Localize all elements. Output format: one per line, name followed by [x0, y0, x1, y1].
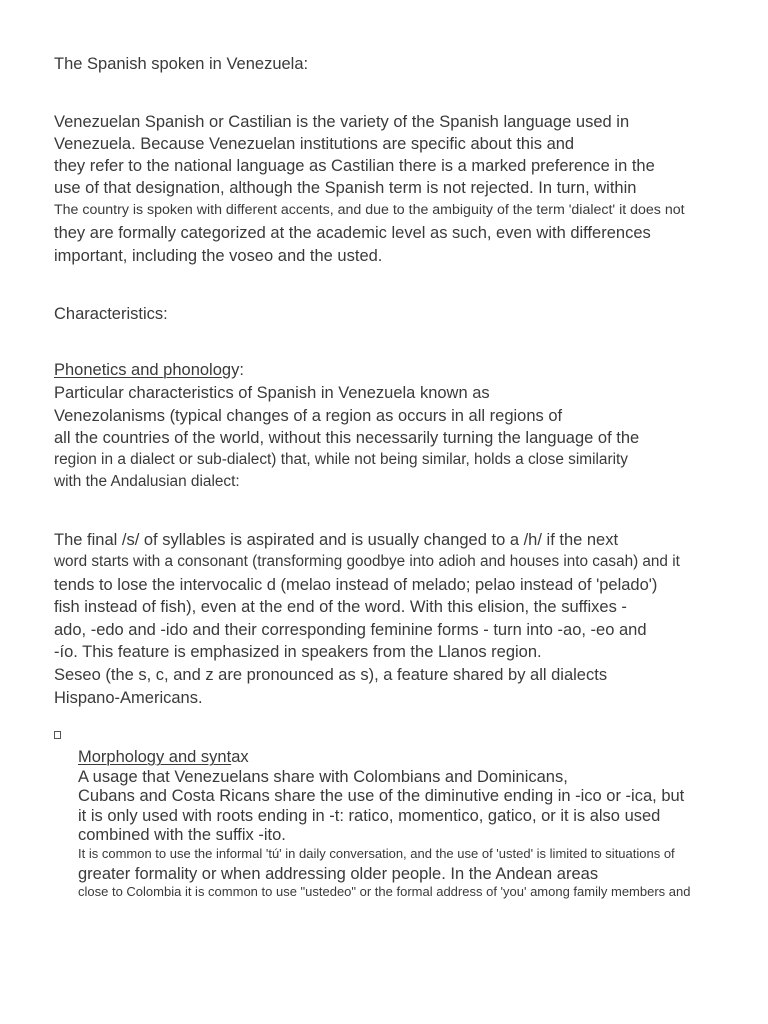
paragraph-line: Venezuela. Because Venezuelan institutions are specific about this and	[54, 135, 575, 153]
paragraph-line: close to Colombia it is common to use "ustedeo" or the formal address of 'you' among family members and	[78, 884, 691, 899]
paragraph-line: tends to lose the intervocalic d (melao instead of melado; pelao instead of 'pelado')	[54, 576, 658, 594]
paragraph-line: fish instead of fish), even at the end of the word. With this elision, the suffixes -	[54, 598, 627, 616]
morphology-heading-underlined: Morphology and synt	[78, 748, 232, 766]
paragraph-line: -ío. This feature is emphasized in speakers from the Llanos region.	[54, 643, 542, 661]
paragraph-line: Particular characteristics of Spanish in Venezuela known as	[54, 384, 490, 402]
paragraph-line: it is only used with roots ending in -t: ratico, momentico, gatico, or it is also used	[78, 807, 661, 825]
paragraph-line: all the countries of the world, without this necessarily turning the language of the	[54, 429, 640, 447]
paragraph-line: Venezuelan Spanish or Castilian is the variety of the Spanish language used in	[54, 113, 630, 131]
phonetics-heading-underlined: Phonetics and phonolo	[54, 361, 222, 379]
paragraph-line: ado, -edo and -ido and their corresponding feminine forms - turn into -ao, -eo and	[54, 621, 647, 639]
paragraph-line: use of that designation, although the Spanish term is not rejected. In turn, within	[54, 179, 637, 197]
paragraph-line: The country is spoken with different accents, and due to the ambiguity of the term 'dialect' it does not	[54, 202, 685, 218]
paragraph-line: with the Andalusian dialect:	[54, 473, 240, 490]
morphology-heading-rest: ax	[231, 748, 249, 766]
paragraph-line: Seseo (the s, c, and z are pronounced as s), a feature shared by all dialects	[54, 666, 608, 684]
document-title: The Spanish spoken in Venezuela:	[54, 55, 309, 73]
phonetics-heading-rest: gy:	[221, 361, 244, 379]
bullet-icon	[54, 731, 61, 739]
paragraph-line: Venezolanisms (typical changes of a region as occurs in all regions of	[54, 407, 563, 425]
paragraph-line: word starts with a consonant (transforming goodbye into adioh and houses into casah) and it	[54, 553, 680, 570]
paragraph-line: combined with the suffix -ito.	[78, 826, 286, 844]
paragraph-line: they refer to the national language as Castilian there is a marked preference in the	[54, 157, 655, 175]
paragraph-line: The final /s/ of syllables is aspirated and is usually changed to a /h/ if the next	[54, 531, 619, 549]
paragraph-line: region in a dialect or sub-dialect) that, while not being similar, holds a close similarity	[54, 451, 628, 468]
paragraph-line: greater formality or when addressing older people. In the Andean areas	[78, 865, 599, 883]
paragraph-line: A usage that Venezuelans share with Colombians and Dominicans,	[78, 768, 568, 786]
morphology-heading	[78, 747, 249, 767]
paragraph-line: Cubans and Costa Ricans share the use of the diminutive ending in -ico or -ica, but	[78, 787, 685, 805]
paragraph-line: important, including the voseo and the usted.	[54, 247, 383, 265]
characteristics-heading: Characteristics:	[54, 305, 168, 323]
paragraph-line: they are formally categorized at the academic level as such, even with differences	[54, 224, 651, 242]
paragraph-line: It is common to use the informal 'tú' in daily conversation, and the use of 'usted' is limited to situations of	[78, 846, 675, 861]
paragraph-line: Hispano-Americans.	[54, 689, 203, 707]
phonetics-heading	[54, 360, 244, 380]
